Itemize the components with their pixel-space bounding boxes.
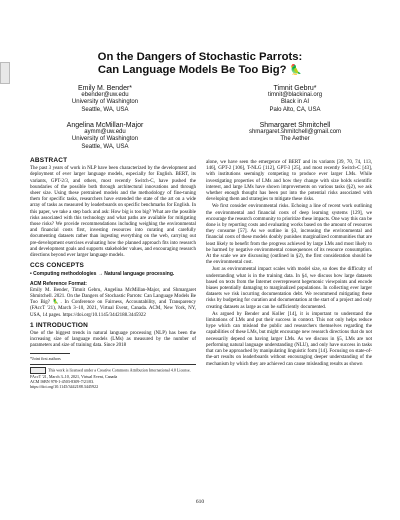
license-divider	[30, 364, 196, 365]
paper-title-text: Can Language Models Be Too Big?	[97, 64, 287, 76]
abstract-text: The past 3 years of work in NLP have been characterized by the development and deployment of ever larger language models, especially for English. BERT, its variants, GPT-2/3, and others, most recently Switch-C, have pushed the boundaries of the possible both through architectural innovations and through sheer size. Using these pretrained models and the methodology of fine-tuning them for specific tasks, researchers have extended the state of the art on a wide array of tasks as measured by leaderboards on specific benchmarks for English. In this paper, we take a step back and ask: How big is too big? What are the possible risks associated with this technology and what paths are available for mitigating those risks? We provide recommendations including weighing the environmental and financial costs first, investing resources into curating and carefully documenting datasets rather than ingesting everything on the web, carrying out pre-development exercises evaluating how the planned approach fits into research and development goals and supports stakeholder values, and encouraging research directions beyond ever larger language models.	[30, 166, 196, 259]
reference-format-text: Emily M. Bender, Timnit Gebru, Angelina McMillan-Major, and Shmargaret Shmitchell. 2021. On the Dangers of Stochastic Parrots: Can Language Models Be Too Big? 🦜. In Conference on Fairness, Accountability, and Transparency (FAccT '21), March 3–10, 2021, Virtual Event, Canada. ACM, New York, NY, USA, 14 pages. https://doi.org/10.1145/3442188.3445922	[30, 287, 196, 318]
author-location: Palo Alto, CA, USA	[269, 106, 321, 113]
body-paragraph: alone, we have seen the emergence of BERT and its variants [39, 70, 74, 113, 146], GPT-2 [106], T-NLG [112], GPT-3 [25], and most recently Switch-C [43], with institutions seemingly competing to produce ever larger LMs. While investigating properties of LMs and how they change with size holds scientific interest, and large LMs have shown improvements on various tasks (§2), we ask whether enough thought has been put into the potential risks associated with developing them and strategies to mitigate these risks.	[206, 160, 372, 203]
right-column	[206, 160, 372, 369]
left-column	[30, 154, 196, 389]
paper-title-line2	[30, 64, 370, 77]
author-email[interactable]: ebender@uw.edu	[81, 92, 129, 99]
author-block-4	[230, 122, 360, 144]
ccs-text: • Computing methodologies → Natural language processing.	[30, 271, 175, 278]
author-affiliation: The Aether	[280, 136, 310, 143]
license-text: This work is licensed under a Creative Commons Attribution International 4.0 License.	[48, 367, 191, 373]
author-name: Timnit Gebru*	[273, 85, 317, 92]
reference-format-heading: ACM Reference Format:	[30, 280, 87, 287]
cc-license-icon	[30, 367, 46, 374]
author-affiliation: Black in AI	[280, 99, 309, 106]
body-paragraph: As argued by Bender and Koller [14], it is important to understand the limitations of LMs and put their success in context. This not only helps reduce hype which can mislead the public and researchers themselves regarding the capabilities of these LMs, but might encourage new research directions that do not necessarily depend on having larger LMs. As we discuss in §5, LMs are not performing natural language understanding (NLU), and only have success in tasks that can be approached by manipulating linguistic form [14]. Focusing on state-of-the-art results on leaderboards without encouraging deeper understanding of the mechanism by which they are achieved can cause misleading results as shown	[206, 311, 372, 367]
author-email[interactable]: timnit@blackinai.org	[267, 92, 323, 99]
abstract-heading: ABSTRACT	[30, 157, 68, 164]
ccs-heading: CCS CONCEPTS	[30, 262, 85, 270]
check-for-updates-badge[interactable]	[0, 62, 10, 84]
author-block-3	[50, 122, 160, 151]
page-number: 610	[195, 499, 205, 505]
author-affiliation: University of Washington	[71, 136, 139, 143]
author-name: Angelina McMillan-Major	[66, 122, 144, 129]
author-name: Shmargaret Shmitchell	[259, 122, 331, 129]
paper-title-line1: On the Dangers of Stochastic Parrots:	[97, 51, 303, 63]
author-email[interactable]: shmargaret.shmitchell@gmail.com	[248, 129, 342, 136]
introduction-heading: 1 INTRODUCTION	[30, 321, 89, 329]
author-email[interactable]: aymm@uw.edu	[84, 129, 126, 136]
footnote-joint: *Joint first authors	[30, 355, 61, 361]
rights-note: ACM ISBN 978-1-4503-8309-7/21/03.	[30, 378, 95, 384]
author-affiliation: University of Washington	[71, 99, 139, 106]
author-location: Seattle, WA, USA	[81, 143, 129, 150]
license-note	[30, 367, 196, 374]
body-paragraph: Just as environmental impact scales with model size, so does the difficulty of understanding what is in the training data. In §4, we discuss how large datasets based on texts from the Internet overrepresent hegemonic viewpoints and encode biases potentially damaging to marginalized populations. In collecting ever larger datasets we risk incurring documentation debt. We recommend mitigating these risks by budgeting for curation and documentation at the start of a project and only creating datasets as large as can be sufficiently documented.	[206, 267, 372, 310]
body-paragraph: We first consider environmental risks. Echoing a line of recent work outlining the environmental and financial costs of deep learning systems [129], we encourage the research community to prioritize these impacts. One way this can be done is by reporting costs and evaluating works based on the amount of resources they consume [57]. As we outline in §3, increasing the environmental and financial costs of these models doubly punishes marginalized communities that are least likely to benefit from the progress achieved by large LMs and most likely to be harmed by negative environmental consequences of its resource consumption. At the scale we are discussing (outlined in §2), the first consideration should be the environmental cost.	[206, 204, 372, 266]
footnote-divider	[30, 353, 70, 354]
introduction-text: One of the biggest trends in natural language processing (NLP) has been the increasing size of language models (LMs) as measured by the number of parameters and size of training data. Since 2018	[30, 331, 196, 349]
author-block-2	[240, 85, 350, 114]
doi-link[interactable]: https://doi.org/10.1145/3442188.3445922	[30, 383, 99, 389]
author-location: Seattle, WA, USA	[81, 106, 129, 113]
author-name: Emily M. Bender*	[77, 85, 133, 92]
venue-note: FAccT '21, March 3–10, 2021, Virtual Event, Canada	[30, 373, 118, 379]
parrot-icon: 🦜	[289, 65, 303, 76]
author-block-1	[50, 85, 160, 114]
